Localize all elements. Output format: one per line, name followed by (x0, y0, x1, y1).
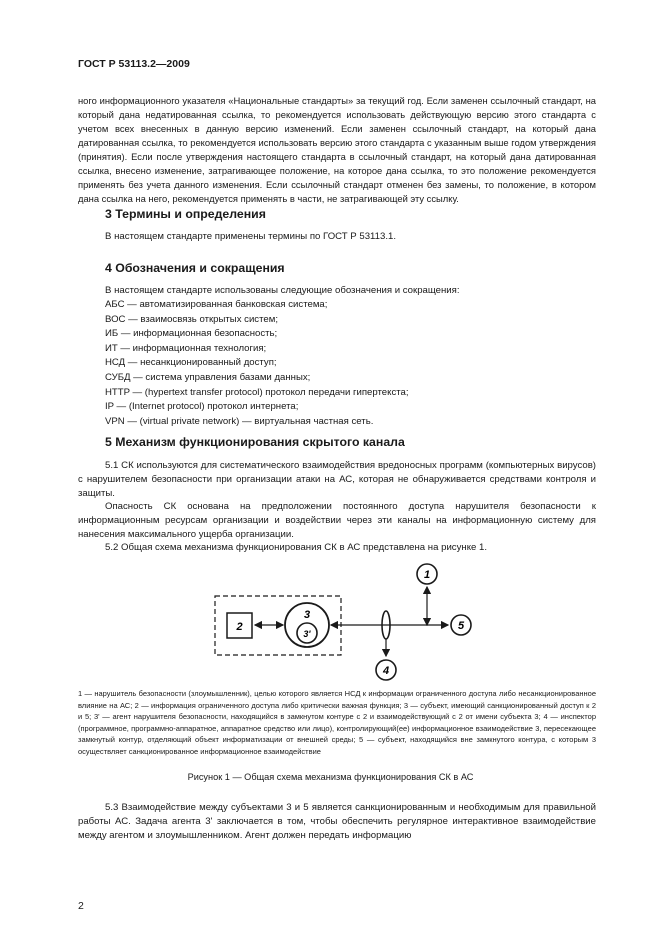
paragraph-5-1: 5.1 СК используются для систематического взаимодействия вредоносных программ (компьютерных вирусов) с нарушителем безопасности при организации атаки на АС, которая не обнаруживается средствами контроля и защиты. (78, 460, 596, 499)
list-item: НСД — несанкционированный доступ; (105, 357, 277, 369)
node-2-label: 2 (236, 621, 243, 633)
node-5-label: 5 (457, 620, 465, 632)
node-3prime-label: 3' (303, 629, 311, 639)
paragraph-5-2: 5.2 Общая схема механизма функционирования СК в АС представлена на рисунке 1. (105, 542, 488, 553)
list-item: АБС — автоматизированная банковская система; (105, 299, 328, 310)
section-4-intro: В настоящем стандарте использованы следующие обозначения и сокращения: (105, 285, 460, 296)
list-item: VPN — (virtual private network) — виртуальная частная сеть. (105, 415, 374, 427)
abbreviations-list (105, 298, 409, 429)
section-3-text: В настоящем стандарте применены термины по ГОСТ Р 53113.1. (105, 231, 396, 242)
list-item: ИТ — информационная технология; (105, 342, 267, 354)
section-3-heading: 3 Термины и определения (105, 207, 266, 221)
figure-title: Рисунок 1 — Общая схема механизма функционирования СК в АС (187, 772, 474, 782)
paragraph-5-1-cont: Опасность СК основана на предположении постоянного доступа нарушителя безопасности к информационным ресурсам организации и воздействии через эти каналы на информационную систему для нанесения максимального ущерба организации. (78, 501, 596, 540)
figure-caption: 1 — нарушитель безопасности (злоумышленник), целью которого является НСД к информации ограниченного доступа либо несанкционированное влияние на АС; 2 — информация ограниченного доступа либо критически важная функция; 3 — субъект, имеющий санкционированный доступ к 2 и 5; 3' — агент нарушителя безопасности, находящийся в замкнутом контуре с 2 и взаимодействующий с 2 от имени субъекта 3; 4 — инспектор (программное, программно-аппаратное, аппаратное средство или лицо), контролирующий(ее) информационное взаимодействие 3, пересекающее замкнутый контур, отделяющий объект информатизации от внешней среды; 5 — субъект, находящийся вне замкнутого контура, с которым 3 осуществляет санкционированное информационное взаимодействие (78, 689, 596, 756)
figure-1-diagram (210, 556, 510, 686)
list-item: ИБ — информационная безопасность; (105, 328, 278, 340)
page-header: ГОСТ Р 53113.2—2009 (78, 58, 190, 70)
page-number: 2 (78, 900, 84, 912)
list-item: СУБД — система управления базами данных; (105, 371, 311, 383)
paragraph-5-3: 5.3 Взаимодействие между субъектами 3 и 5 является санкционированным и необходимым для правильной работы АС. Задача агента 3' заключается в том, чтобы обеспечить регулярное интерактивное взаимодействие между агентом и злоумышленником. Агент должен передать информацию (78, 802, 596, 841)
section-4-heading: 4 Обозначения и сокращения (105, 261, 285, 275)
intro-paragraph: ного информационного указателя «Национальные стандарты» за текущий год. Если заменен ссылочный стандарт, на который дана недатированная ссылка, то рекомендуется использовать действующую версию этого стандарта с учетом всех внесенных в данную версию изменений. Если заменен ссылочный стандарт, на который дана датированная ссылка, то рекомендуется использовать версию этого стандарта с указанным выше годом утверждения (принятия). Если после утверждения настоящего стандарта в ссылочный стандарт, на который дана датированная ссылка, внесено изменение, затрагивающее положение, на которое дана ссылка, то это положение рекомендуется применять без учета данного изменения. Если ссылочный стандарт отменен без замены, то положение, в котором дана ссылка на него, рекомендуется применять в части, не затрагивающей эту ссылку. (78, 95, 596, 204)
list-item: IP — (Internet protocol) протокол интернета; (105, 401, 299, 413)
section-5-heading: 5 Механизм функционирования скрытого канала (105, 435, 405, 449)
node-4-label: 4 (382, 665, 390, 677)
node-1-label: 1 (423, 569, 431, 581)
node-3-label: 3 (303, 609, 311, 621)
list-item: ВОС — взаимосвязь открытых систем; (105, 313, 278, 325)
list-item: HTTP — (hypertext transfer protocol) протокол передачи гипертекста; (105, 386, 409, 398)
